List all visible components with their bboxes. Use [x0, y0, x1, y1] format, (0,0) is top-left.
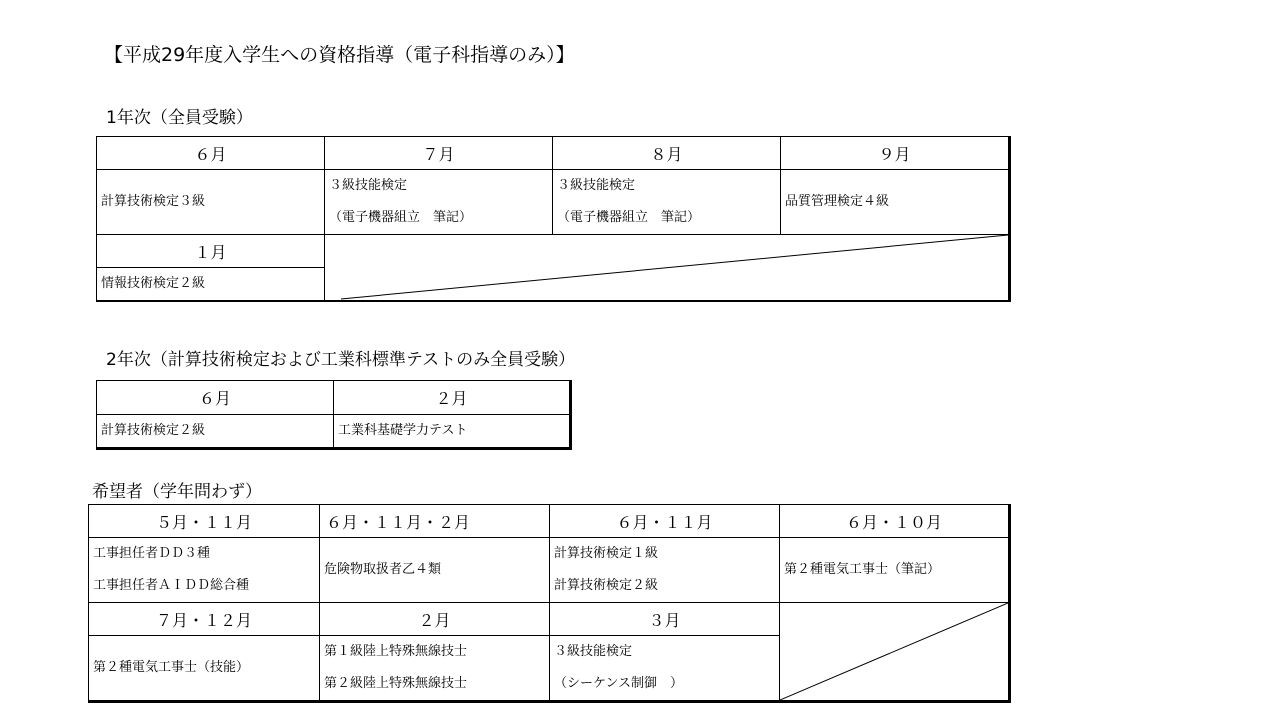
year1-item-july	[324, 169, 553, 235]
item-text: （電子機器組立 筆記）	[557, 210, 701, 225]
year1-item-august	[552, 169, 781, 235]
item-text: 第１級陸上特殊無線技士	[324, 644, 468, 659]
diagonal-line	[325, 235, 1008, 300]
item-text: 計算技術検定３級	[101, 194, 206, 209]
item-text: 計算技術検定１級	[554, 546, 659, 561]
year1-month-january: １月	[96, 234, 325, 268]
optional-month-1: ５月・１１月	[88, 504, 320, 538]
year2-heading: 2年次（計算技術検定および工業科標準テストのみ全員受験）	[106, 350, 576, 370]
year1-month-july: ７月	[324, 136, 553, 170]
item-text: （シーケンス制御 ）	[554, 676, 683, 691]
year2-item-february	[333, 414, 570, 448]
optional-month-5: ７月・１２月	[88, 602, 320, 636]
table-shadow	[1009, 136, 1011, 302]
optional-month-4: ６月・１０月	[779, 504, 1009, 538]
optional-item-3	[549, 537, 780, 603]
optional-month-7: ３月	[549, 602, 780, 636]
year1-month-june: ６月	[96, 136, 325, 170]
year1-heading: 1年次（全員受験）	[106, 108, 253, 128]
year1-item-september	[780, 169, 1009, 235]
item-text: 第２種電気工事士（筆記）	[784, 562, 941, 577]
optional-item-5	[88, 635, 320, 701]
item-text: 工事担任者ＤＤ３種	[93, 546, 211, 561]
year2-month-june: ６月	[96, 380, 334, 415]
item-text: 工業科基礎学力テスト	[338, 423, 468, 438]
item-text: 工事担任者ＡＩＤＤ総合種	[93, 578, 250, 593]
item-text: 計算技術検定２級	[101, 423, 206, 438]
optional-item-6	[319, 635, 550, 701]
item-text: 計算技術検定２級	[554, 578, 659, 593]
table-shadow	[88, 701, 1011, 703]
item-text: ３級技能検定	[329, 178, 408, 193]
table-shadow	[96, 448, 572, 450]
page-title: 【平成29年度入学生への資格指導（電子科指導のみ）】	[104, 44, 575, 66]
item-text: ３級技能検定	[557, 178, 636, 193]
item-text: 第２種電気工事士（技能）	[93, 660, 250, 675]
table-shadow	[570, 380, 572, 450]
item-text: 第２級陸上特殊無線技士	[324, 676, 468, 691]
table-shadow	[1009, 504, 1011, 703]
year1-empty-cell	[324, 234, 1009, 301]
table-shadow	[96, 300, 1011, 302]
item-text: 危険物取扱者乙４類	[324, 562, 442, 577]
optional-item-4	[779, 537, 1009, 603]
year2-month-february: ２月	[333, 380, 570, 415]
item-text: 情報技術検定２級	[101, 276, 206, 291]
diagonal-line	[780, 603, 1008, 700]
optional-item-7	[549, 635, 780, 701]
optional-empty-cell	[779, 602, 1009, 701]
year1-month-august: ８月	[552, 136, 781, 170]
optional-item-2	[319, 537, 550, 603]
year1-item-june	[96, 169, 325, 235]
optional-month-2: ６月・１１月・２月	[319, 504, 550, 538]
year2-item-june	[96, 414, 334, 448]
year1-month-september: ９月	[780, 136, 1009, 170]
optional-month-3: ６月・１１月	[549, 504, 780, 538]
item-text: （電子機器組立 筆記）	[329, 210, 473, 225]
optional-heading: 希望者（学年問わず）	[92, 482, 262, 502]
year1-item-january	[96, 267, 325, 301]
item-text: ３級技能検定	[554, 644, 633, 659]
optional-item-1	[88, 537, 320, 603]
item-text: 品質管理検定４級	[785, 194, 890, 209]
optional-month-6: ２月	[319, 602, 550, 636]
